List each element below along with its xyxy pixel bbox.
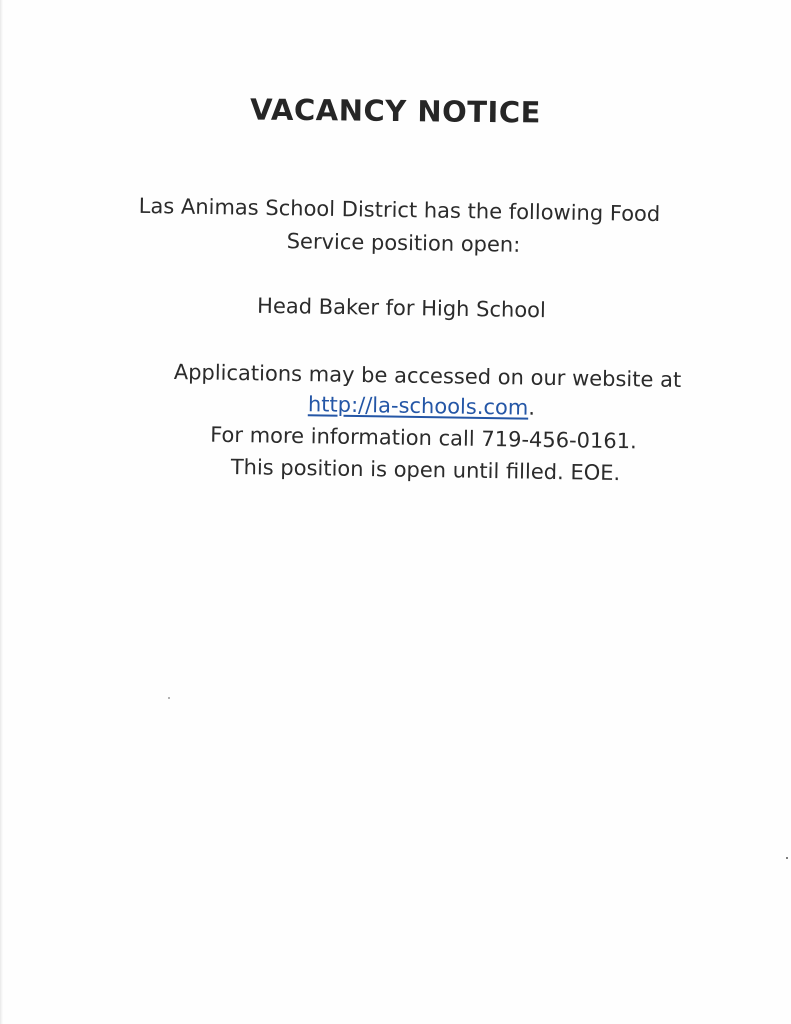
contact-info-line: For more information call 719-456-0161. [210, 422, 637, 454]
position-title: Head Baker for High School [256, 293, 547, 323]
website-link[interactable]: http://la-schools.com [307, 392, 529, 420]
scan-speck [786, 857, 788, 859]
applications-line: Applications may be accessed on our website at [173, 360, 682, 392]
notice-title: VACANCY NOTICE [249, 92, 542, 130]
website-line [26, 388, 791, 424]
intro-line-1: Las Animas School District has the following Food [138, 193, 661, 227]
scan-edge-shadow [0, 0, 3, 1024]
open-until-filled-line: This position is open until filled. EOE. [230, 454, 621, 486]
scan-speck [168, 697, 170, 699]
intro-line-2: Service position open: [286, 229, 521, 257]
website-period: . [528, 395, 536, 420]
